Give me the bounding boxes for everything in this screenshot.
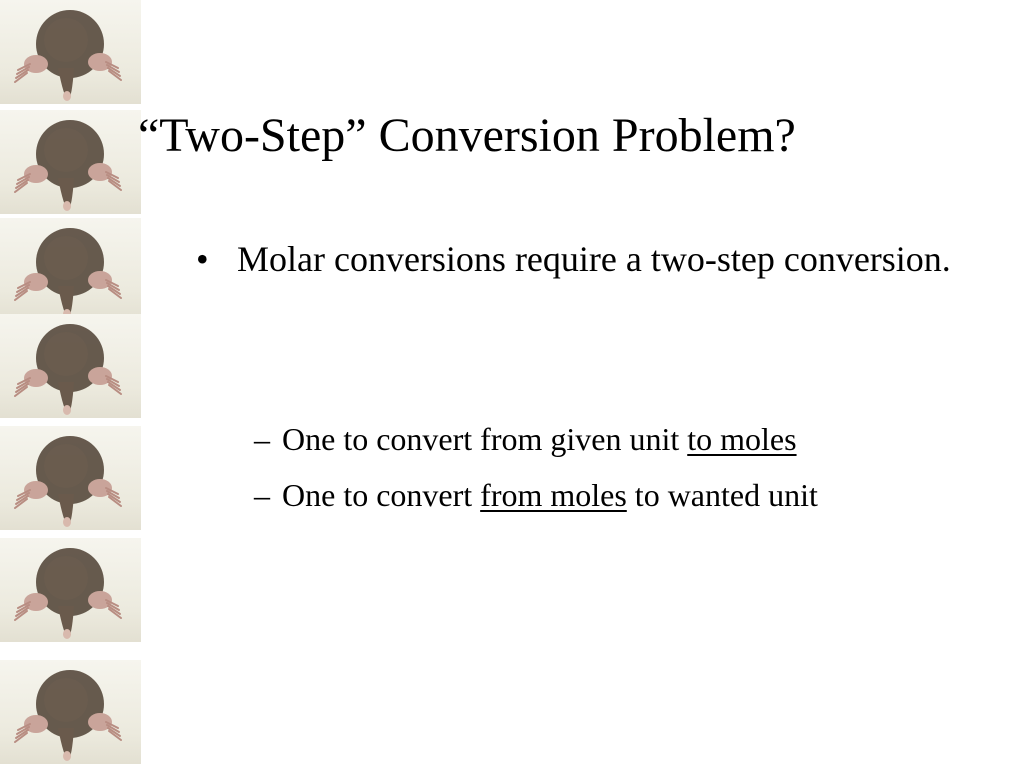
mole-icon (0, 110, 141, 214)
bullet-text: Molar conversions require a two-step conversion. (237, 239, 951, 279)
dash-marker: – (254, 477, 270, 513)
mole-icon (0, 538, 141, 642)
bullet-marker: • (196, 239, 209, 279)
dash-marker: – (254, 421, 270, 457)
mole-icon (0, 660, 141, 764)
mole-icon (0, 0, 141, 104)
text-run: One to convert (282, 477, 481, 513)
underlined-text-run: to moles (687, 421, 797, 457)
mole-icon (0, 218, 141, 322)
text-run: to wanted unit (626, 477, 818, 513)
text-run: One to convert from given unit (282, 421, 688, 457)
mole-image-strip (0, 0, 141, 768)
sub-bullet-text (282, 471, 954, 519)
sub-bullet-item (254, 415, 954, 463)
mole-photo-tile (0, 0, 141, 104)
mole-photo-tile (0, 218, 141, 322)
mole-photo-tile (0, 538, 141, 642)
mole-icon (0, 314, 141, 418)
mole-photo-tile (0, 110, 141, 214)
underlined-text-run: from moles (480, 477, 627, 513)
sub-bullet-item (254, 471, 954, 519)
bullet-item (196, 234, 956, 284)
mole-icon (0, 426, 141, 530)
mole-photo-tile (0, 426, 141, 530)
mole-photo-tile (0, 660, 141, 764)
sub-bullet-text (282, 415, 954, 463)
mole-photo-tile (0, 314, 141, 418)
slide-title: “Two-Step” Conversion Problem? (138, 109, 796, 162)
